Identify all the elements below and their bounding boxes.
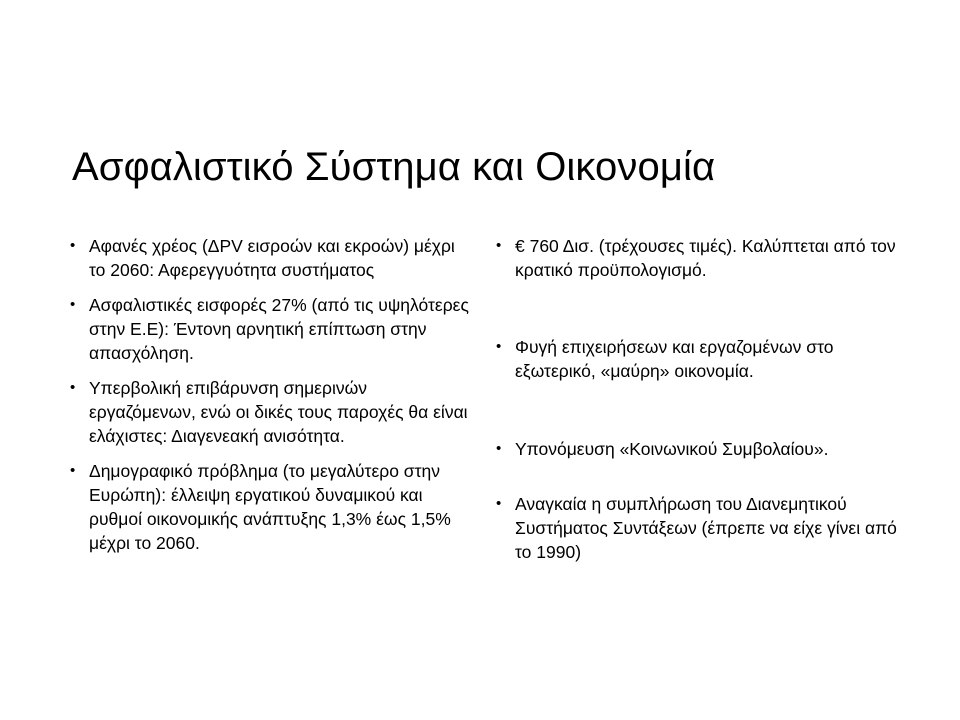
bullet-item: [70, 234, 470, 282]
bullet-item: [496, 335, 906, 383]
bullet-text: Φυγή επιχειρήσεων και εργαζομένων στο εξωτερικό, «μαύρη» οικονομία.: [515, 337, 834, 381]
bullet-icon: •: [70, 237, 76, 254]
bullet-icon: •: [70, 462, 76, 479]
bullet-icon: •: [70, 296, 76, 313]
bullet-item: [496, 492, 906, 564]
bullet-text: Δημογραφικό πρόβλημα (το μεγαλύτερο στην Ευρώπη): έλλειψη εργατικού δυναμικού και ρυθμοί οικονομικής ανάπτυξης 1,3% έως 1,5% μέχρι το 2060.: [89, 461, 451, 553]
right-bullet-list: [496, 234, 906, 564]
bullet-item: [70, 293, 470, 365]
bullet-icon: •: [496, 237, 502, 254]
bullet-text: € 760 Δισ. (τρέχουσες τιμές). Καλύπτεται από τον κρατικό προϋπολογισμό.: [515, 236, 896, 280]
left-bullet-list: [70, 234, 470, 566]
bullet-text: Υπονόμευση «Κοινωνικού Συμβολαίου».: [515, 439, 829, 459]
bullet-text: Αναγκαία η συμπλήρωση του Διανεμητικού Συστήματος Συντάξεων (έπρεπε να είχε γίνει από το 1990): [515, 494, 897, 562]
bullet-text: Ασφαλιστικές εισφορές 27% (από τις υψηλότερες στην Ε.Ε): Έντονη αρνητική επίπτωση στην απασχόληση.: [89, 295, 469, 363]
bullet-item: [496, 234, 906, 282]
bullet-item: [496, 437, 906, 461]
bullet-icon: •: [70, 379, 76, 396]
bullet-item: [70, 459, 470, 555]
bullet-item: [70, 376, 470, 448]
bullet-icon: •: [496, 338, 502, 355]
bullet-icon: •: [496, 440, 502, 457]
bullet-text: Υπερβολική επιβάρυνση σημερινών εργαζόμενων, ενώ οι δικές τους παροχές θα είναι ελάχιστες: Διαγενεακή ανισότητα.: [89, 378, 468, 446]
slide-title: Ασφαλιστικό Σύστημα και Οικονομία: [72, 145, 716, 189]
bullet-icon: •: [496, 495, 502, 512]
bullet-text: Αφανές χρέος (ΔPV εισροών και εκροών) μέχρι το 2060: Αφερεγγυότητα συστήματος: [89, 236, 455, 280]
